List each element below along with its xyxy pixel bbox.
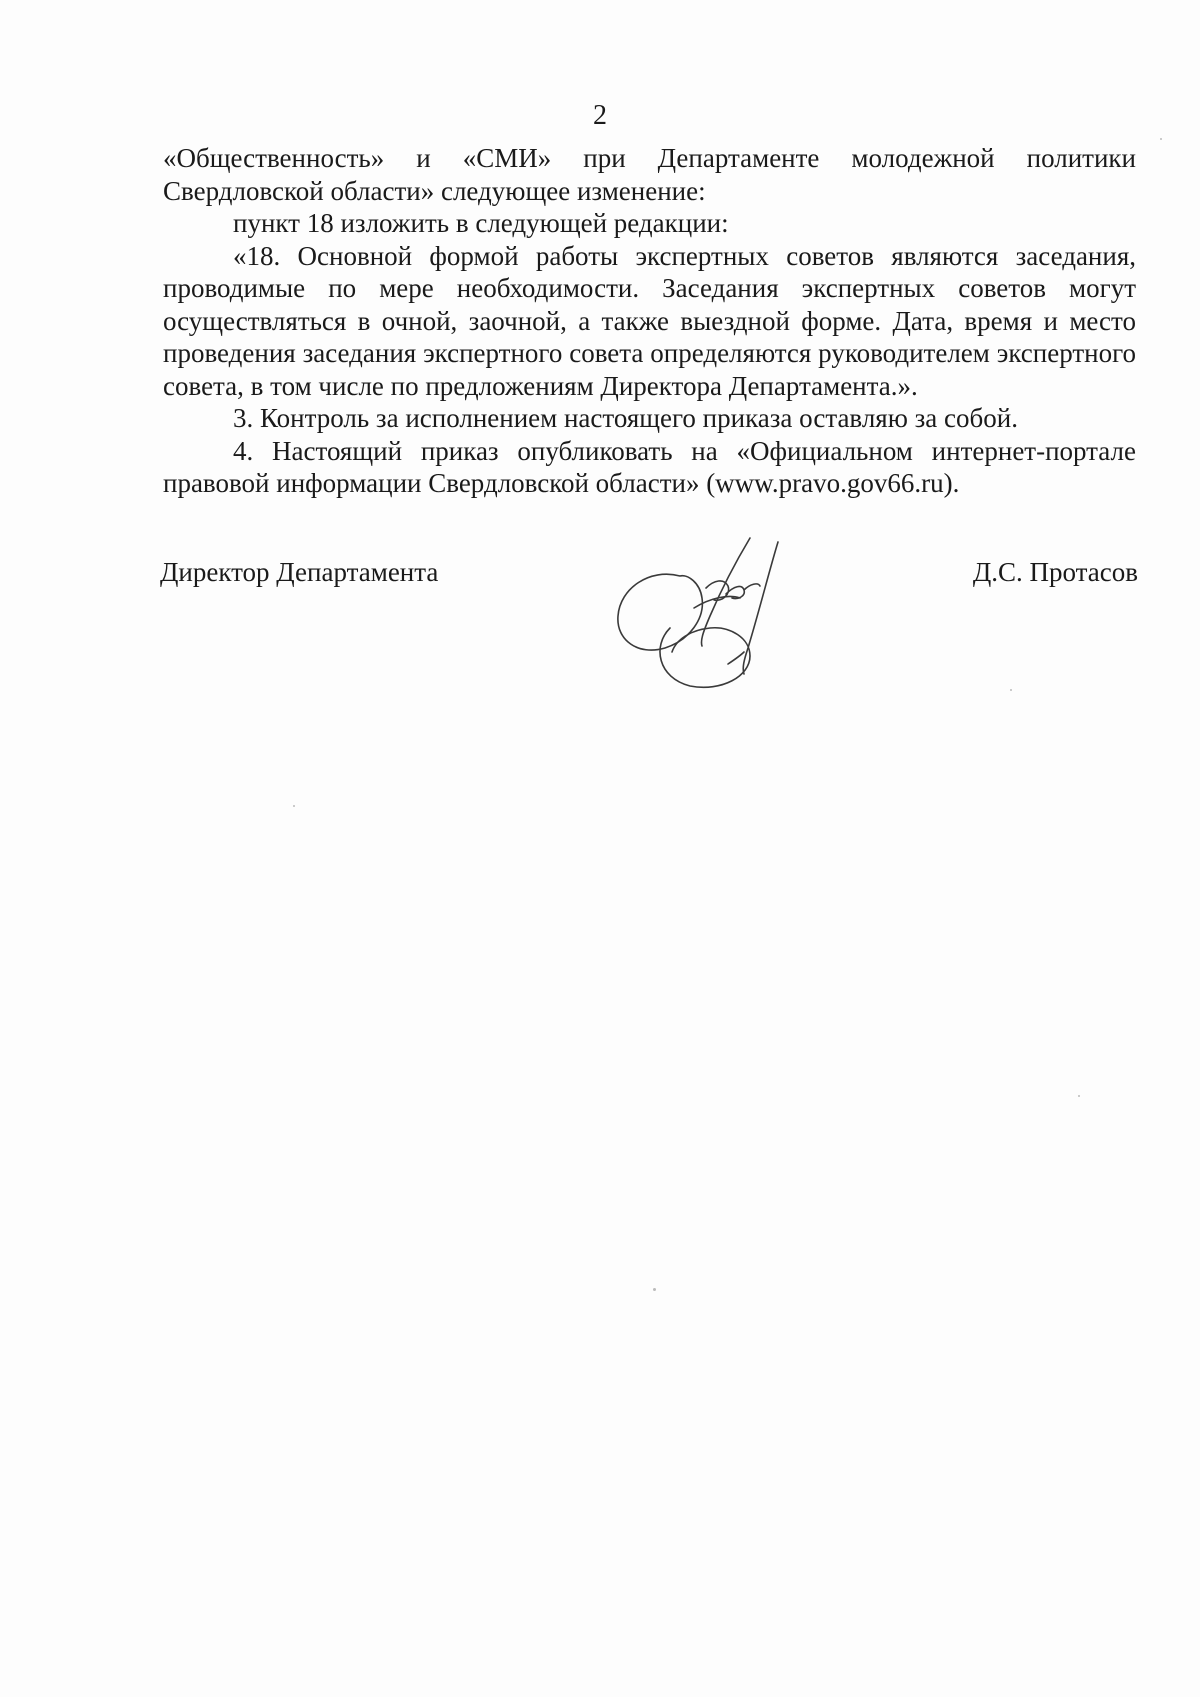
paragraph-continuation-line-2: Свердловской области» следующее изменение: (163, 175, 706, 206)
paragraph-continuation-line-1: «Общественность» и «СМИ» при Департаменте молодежной политики (163, 143, 1136, 173)
signatory-position: Директор Департамента (160, 557, 439, 587)
signatory-name: Д.С. Протасов (972, 557, 1138, 587)
paragraph-point3: 3. Контроль за исполнением настоящего приказа оставляю за собой. (233, 403, 1018, 433)
scan-speck (1160, 138, 1162, 140)
document-body (163, 142, 1136, 500)
paragraph-point4: 4. Настоящий приказ опубликовать на «Официальном интернет-портале правовой информации Свердловской области» (www.pravo.gov66.ru). (163, 435, 1136, 498)
page-number: 2 (593, 100, 607, 131)
paragraph-point18-text: «18. Основной формой работы экспертных советов являются заседания, проводимые по мере необходимости. Заседания экспертных советов могут осуществляться в очной, заочной, а также выездной форме. Дата, время и место проведения заседания экспертного совета определяются руководителем экспертного совета, в том числе по предложениям Директора Департамента.». (163, 240, 1136, 401)
scan-speck (1078, 1095, 1080, 1097)
scan-speck (293, 805, 295, 807)
scan-speck (653, 1288, 656, 1291)
paragraph-point18-intro: пункт 18 изложить в следующей редакции: (233, 208, 729, 238)
scan-speck (1010, 689, 1012, 691)
handwritten-signature (610, 528, 820, 693)
